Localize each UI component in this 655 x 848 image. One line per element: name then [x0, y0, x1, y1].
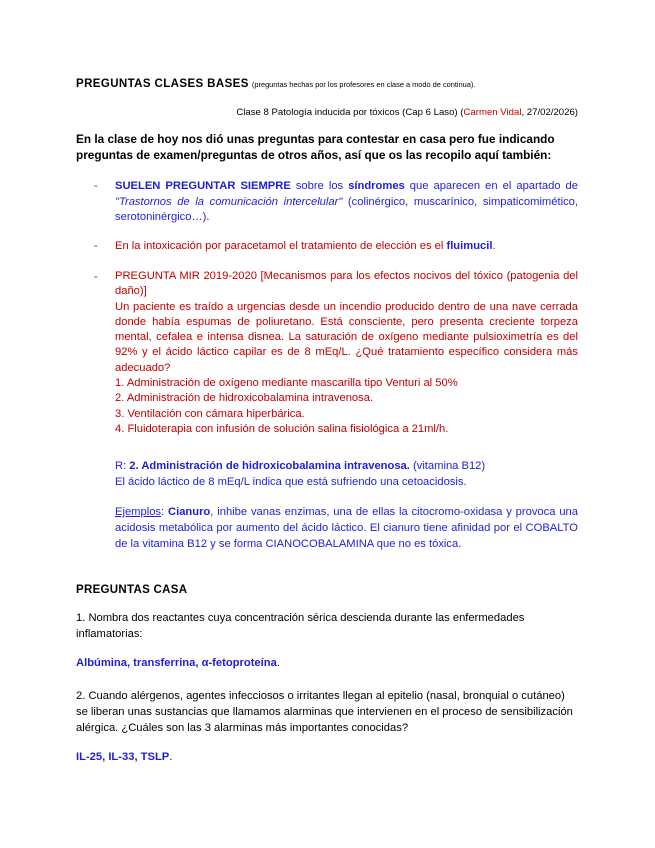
examples-term: Cianuro — [168, 506, 211, 518]
answer-explanation: El ácido láctico de 8 mEq/L indica que está sufriendo una cetoacidosis. — [115, 476, 467, 488]
answer-2-end: . — [169, 751, 173, 763]
author-name: Carmen Vidal — [463, 107, 522, 118]
bullet1-emphasis: SUELEN PREGUNTAR SIEMPRE — [115, 180, 291, 192]
class-date: , 27/02/2026) — [521, 107, 578, 118]
bullet1-text-a: sobre los — [290, 180, 349, 192]
answer-prefix: R: — [115, 460, 130, 472]
class-info-text: Clase 8 Patología inducida por tóxicos (Cap 6 Laso) ( — [236, 107, 464, 118]
intro-paragraph: En la clase de hoy nos dió unas preguntas para contestar en casa pero fue indicando preguntas de examen/preguntas de otros años, así que os las recopilo aquí también: — [76, 132, 555, 162]
bullet2-text: En la intoxicación por paracetamol el tratamiento de elección es el — [115, 240, 447, 252]
mir-case: Un paciente es traído a urgencias desde un incendio producido dentro de una nave cerrada donde había espumas de poliuretano. Está consciente, pero presenta creciente torpeza mental, cefalea e intensa disnea. La saturación de oxígeno mediante pulsioximetría es del 92% y el ácido láctico capilar es de 8 mEq/L. ¿Qué tratamiento específico considera más adecuado? — [115, 300, 578, 374]
title-note: (preguntas hechas por los profesores en clase a modo de continua). — [251, 80, 476, 89]
answer-2 — [76, 751, 172, 763]
bullet-marker: - — [94, 271, 98, 283]
bullet1-text-c: (colinérgico, muscarínico, simpaticomimético, serotoninérgico…). — [115, 195, 578, 223]
mir-option: 2. Administración de hidroxicobalamina intravenosa. — [115, 392, 374, 405]
examples-text: , inhibe vanas enzimas, una de ellas la citocromo-oxidasa y provoca una acidosis metabólica por aumento del ácido láctico. El cianuro tiene afinidad por el COBALTO de la vitamina B12 y se forma CIANOCOBALAMINA que no es tóxica. — [115, 506, 579, 550]
answer-1-text: Albúmina, transferrina, α-fetoproteína — [76, 657, 277, 669]
mir-option: 3. Ventilación con cámara hiperbárica. — [115, 407, 305, 420]
answer-1 — [76, 657, 280, 669]
bullet1-section-name: "Trastornos de la comunicación intercelular" — [115, 195, 343, 208]
class-info — [76, 105, 578, 120]
answer-2-text: IL-25, IL-33, TSLP — [76, 751, 170, 763]
mir-heading: PREGUNTA MIR 2019-2020 [Mecanismos para los efectos nocivos del tóxico (patogenia del daño)] — [115, 270, 578, 298]
bullet2-keyword: fluimucil — [446, 240, 493, 252]
examples-paragraph — [115, 504, 578, 552]
bullet2-end: . — [492, 240, 496, 252]
examples-label: Ejemplos — [115, 506, 162, 518]
mir-option: 1. Administración de oxígeno mediante mascarilla tipo Venturi al 50% — [115, 377, 458, 390]
mir-answer — [115, 458, 578, 490]
answer-1-end: . — [276, 657, 280, 669]
bullet-paracetamol — [115, 239, 578, 255]
question-1: 1. Nombra dos reactantes cuya concentración sérica descienda durante las enfermedades inflamatorias: — [76, 612, 525, 640]
bullet1-keyword: síndromes — [348, 180, 405, 192]
bullet-syndromes — [115, 179, 578, 226]
answer-note: (vitamina B12) — [409, 460, 486, 472]
question-2: 2. Cuando alérgenos, agentes infecciosos o irritantes llegan al epitelio (nasal, bronquial o cutáneo) se liberan unas sustancias que llamamos alarminas que intervienen en el proceso de sensibilización alérgica. ¿Cuáles son las 3 alarminas más importantes conocidas? — [76, 690, 573, 734]
examples-colon: : — [161, 506, 168, 518]
answer-text: 2. Administración de hidroxicobalamina intravenosa. — [129, 460, 410, 472]
mir-option: 4. Fluidoterapia con infusión de solución salina fisiológica a 21ml/h. — [115, 422, 449, 435]
bullet-marker: - — [94, 240, 98, 252]
document-title — [76, 77, 578, 92]
bullet-marker: - — [94, 180, 98, 192]
bullet1-text-b: que aparecen en el apartado de — [404, 180, 578, 192]
section-heading: PREGUNTAS CASA — [76, 584, 188, 596]
mir-question — [115, 269, 578, 437]
title-text: PREGUNTAS CLASES BASES — [76, 78, 249, 90]
